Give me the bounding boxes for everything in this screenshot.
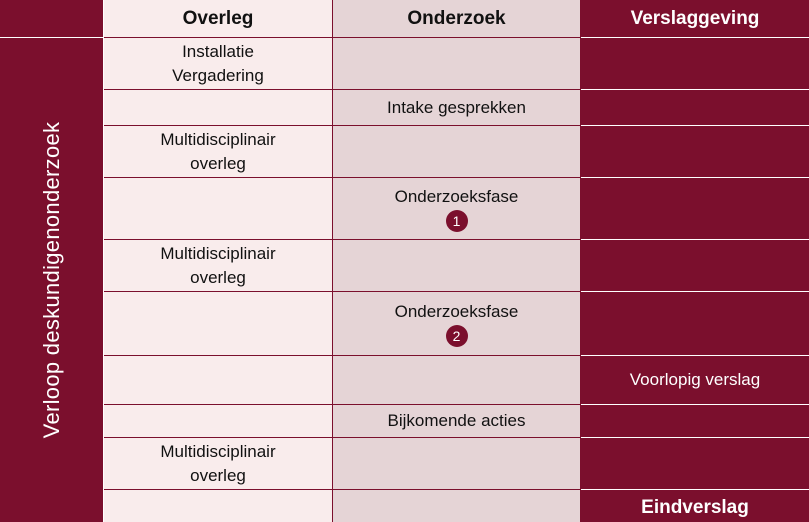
corner-cell — [0, 0, 104, 38]
cell-verslaggeving — [581, 490, 809, 522]
phase-number-badge: 1 — [446, 210, 468, 232]
onderzoek-label-line: Onderzoeksfase — [394, 302, 519, 321]
cell-onderzoek — [333, 126, 581, 178]
cell-onderzoek — [333, 178, 581, 240]
cell-onderzoek — [333, 292, 581, 356]
overleg-label-line: overleg — [190, 465, 246, 485]
cell-onderzoek — [333, 90, 581, 126]
cell-overleg — [104, 38, 333, 90]
header-overleg: Overleg — [104, 0, 333, 38]
cell-onderzoek — [333, 490, 581, 522]
cell-onderzoek — [333, 38, 581, 90]
cell-verslaggeving — [581, 90, 809, 126]
cell-verslaggeving — [581, 405, 809, 438]
cell-verslaggeving — [581, 356, 809, 405]
overleg-label-line: Multidisciplinair — [160, 441, 276, 461]
onderzoek-label-line: Onderzoeksfase — [394, 187, 519, 206]
cell-verslaggeving — [581, 292, 809, 356]
verslaggeving-label: Voorlopig verslag — [629, 370, 761, 389]
onderzoek-label-line: Intake gesprekken — [387, 97, 526, 117]
cell-overleg — [104, 90, 333, 126]
sidebar — [0, 38, 104, 522]
cell-onderzoek — [333, 356, 581, 405]
cell-overleg — [104, 292, 333, 356]
onderzoek-label-line: Bijkomende acties — [387, 411, 526, 430]
overleg-label-line: Vergadering — [172, 65, 264, 85]
cell-onderzoek — [333, 240, 581, 292]
cell-overleg — [104, 438, 333, 490]
cell-onderzoek — [333, 438, 581, 490]
cell-overleg — [104, 490, 333, 522]
cell-overleg — [104, 405, 333, 438]
overleg-label-line: Installatie — [182, 41, 254, 61]
header-onderzoek: Onderzoek — [333, 0, 581, 38]
side-label: Verloop deskundigenonderzoek — [38, 121, 64, 439]
header-verslaggeving: Verslaggeving — [581, 0, 809, 38]
overleg-label-line: Multidisciplinair — [160, 129, 276, 149]
overleg-label-line: overleg — [190, 153, 246, 173]
verslaggeving-label: Eindverslag — [641, 497, 749, 518]
cell-overleg — [104, 178, 333, 240]
cell-overleg — [104, 126, 333, 178]
cell-overleg — [104, 240, 333, 292]
cell-overleg — [104, 356, 333, 405]
cell-verslaggeving — [581, 438, 809, 490]
cell-onderzoek — [333, 405, 581, 438]
cell-verslaggeving — [581, 178, 809, 240]
phase-number-badge: 2 — [446, 325, 468, 347]
cell-verslaggeving — [581, 126, 809, 178]
cell-verslaggeving — [581, 240, 809, 292]
overleg-label-line: Multidisciplinair — [160, 243, 276, 263]
cell-verslaggeving — [581, 38, 809, 90]
overleg-label-line: overleg — [190, 267, 246, 287]
